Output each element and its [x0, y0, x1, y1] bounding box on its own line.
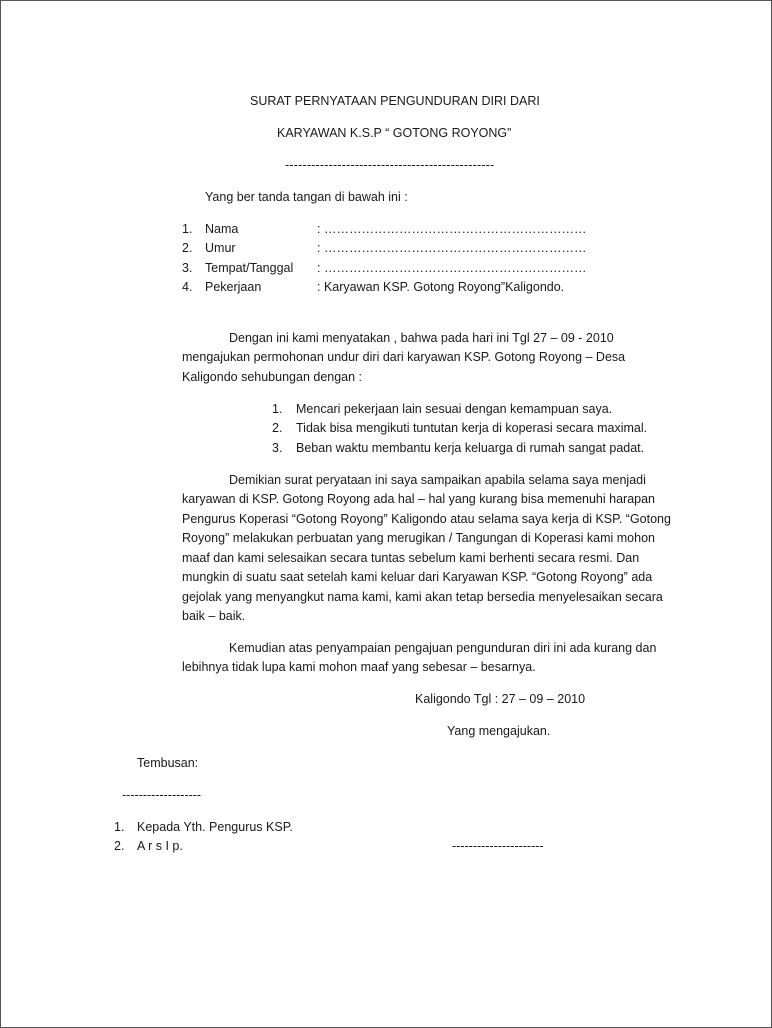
reason-text: Beban waktu membantu kerja keluarga di rumah sangat padat.: [296, 441, 645, 455]
field-value-occupation: : Karyawan KSP. Gotong Royong”Kaligondo.: [317, 280, 565, 294]
field-value-age: : ………………………………………………………: [317, 241, 587, 255]
cc-number: 1.: [114, 820, 125, 834]
paragraph-line: mengajukan permohonan undur diri dari karyawan KSP. Gotong Royong – Desa: [182, 350, 626, 364]
signature-line: ----------------------: [452, 839, 544, 853]
field-value-name: : ………………………………………………………: [317, 222, 587, 236]
title-line-1: SURAT PERNYATAAN PENGUNDURAN DIRI DARI: [250, 94, 540, 108]
signer-label: Yang mengajukan.: [447, 724, 551, 738]
reason-number: 3.: [272, 441, 283, 455]
paragraph-line: gejolak yang menyangkut nama kami, kami akan tetap bersedia menyelesaikan secara: [182, 590, 663, 604]
cc-item: Kepada Yth. Pengurus KSP.: [137, 820, 293, 834]
field-number: 1.: [182, 222, 193, 236]
cc-label: Tembusan:: [137, 756, 199, 770]
paragraph-line: Royong” melakukan perbuatan yang merugikan / Tangungan di Koperasi kami mohon: [182, 531, 655, 545]
place-date: Kaligondo Tgl : 27 – 09 – 2010: [415, 692, 586, 706]
field-number: 2.: [182, 241, 193, 255]
field-number: 4.: [182, 280, 193, 294]
paragraph-line: mungkin di suatu saat setelah kami keluar dari Karyawan KSP. “Gotong Royong” ada: [182, 570, 653, 584]
field-label-occupation: Pekerjaan: [205, 280, 262, 294]
paragraph-line: baik – baik.: [182, 609, 246, 623]
cc-item: A r s I p.: [137, 839, 183, 853]
field-value-birthplace: : ………………………………………………………: [317, 261, 587, 275]
intro-text: Yang ber tanda tangan di bawah ini :: [205, 190, 408, 204]
paragraph-line: Pengurus Koperasi “Gotong Royong” Kaligondo atau selama saya kerja di KSP. “Gotong: [182, 512, 671, 526]
paragraph-line: maaf dan kami selesaikan secara tuntas sebelum kami berhenti secara resmi. Dan: [182, 551, 640, 565]
paragraph-line: Dengan ini kami menyatakan , bahwa pada hari ini Tgl 27 – 09 - 2010: [229, 331, 614, 345]
cc-divider: -------------------: [122, 788, 202, 802]
field-label-birthplace: Tempat/Tanggal: [205, 261, 294, 275]
reason-text: Mencari pekerjaan lain sesuai dengan kemampuan saya.: [296, 402, 613, 416]
cc-number: 2.: [114, 839, 125, 853]
reason-number: 2.: [272, 421, 283, 435]
paragraph-line: Kemudian atas penyampaian pengajuan pengunduran diri ini ada kurang dan: [229, 641, 657, 655]
reason-number: 1.: [272, 402, 283, 416]
title-line-2: KARYAWAN K.S.P “ GOTONG ROYONG”: [277, 126, 512, 140]
field-label-age: Umur: [205, 241, 236, 255]
paragraph-line: Kaligondo sehubungan dengan :: [182, 370, 363, 384]
paragraph-line: lebihnya tidak lupa kami mohon maaf yang sebesar – besarnya.: [182, 660, 536, 674]
field-number: 3.: [182, 261, 193, 275]
field-label-name: Nama: [205, 222, 239, 236]
paragraph-line: Demikian surat peryataan ini saya sampaikan apabila selama saya menjadi: [229, 473, 646, 487]
reason-text: Tidak bisa mengikuti tuntutan kerja di koperasi secara maximal.: [296, 421, 648, 435]
header-divider: ------------------------------------------------: [285, 158, 495, 172]
paragraph-line: karyawan di KSP. Gotong Royong ada hal – hal yang kurang bisa memenuhi harapan: [182, 492, 655, 506]
